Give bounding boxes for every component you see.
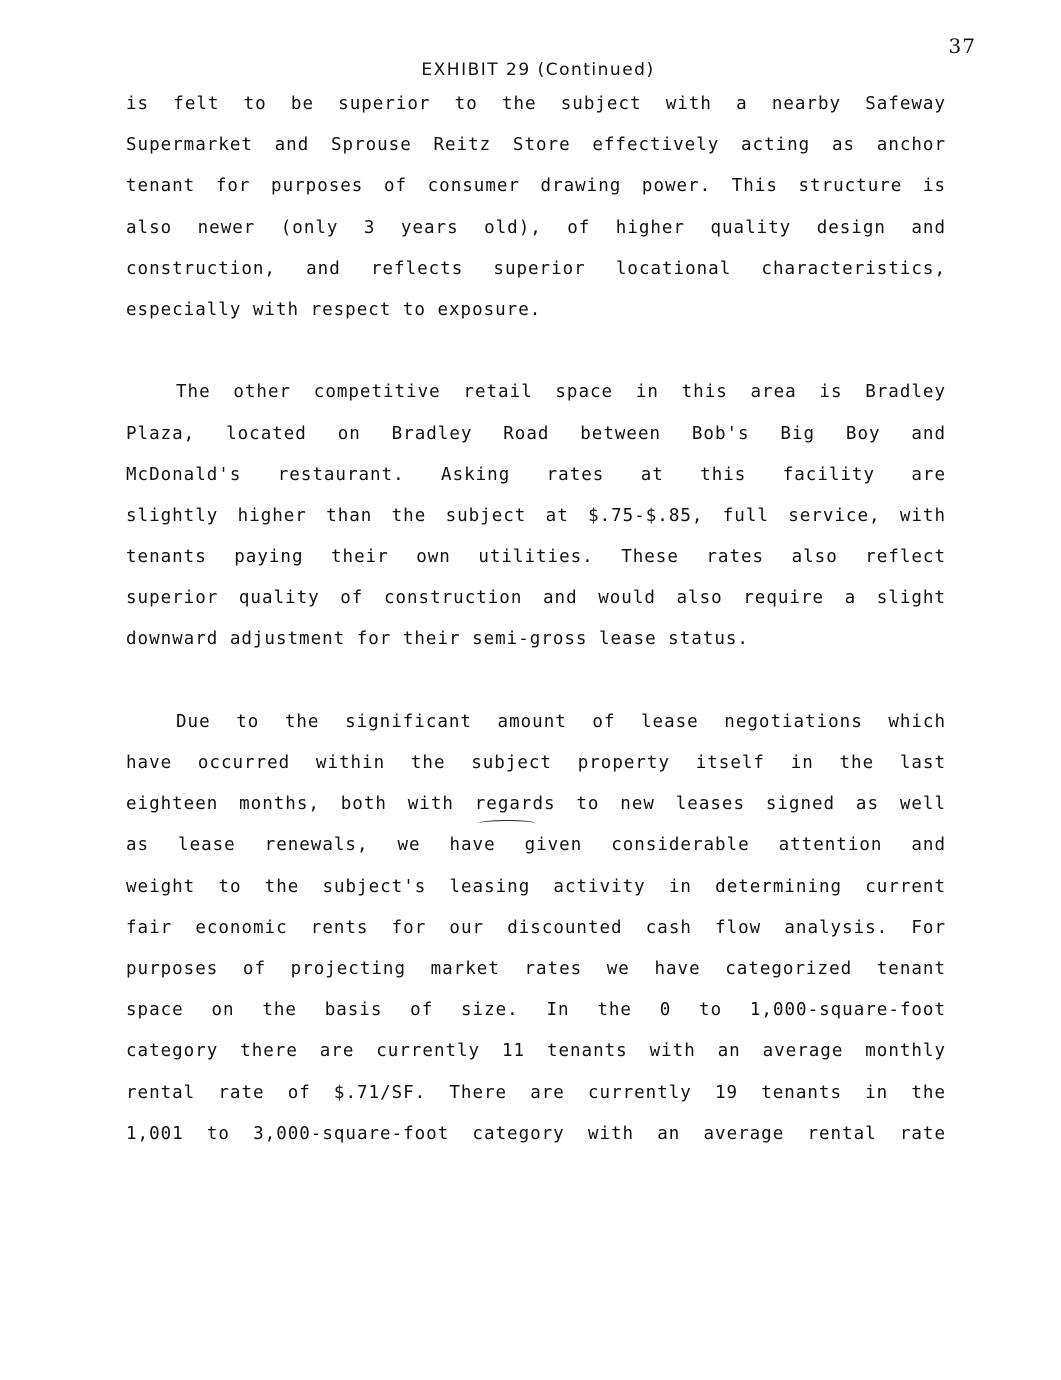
text-line: eighteen months, both with regards to new leases signed as well: [126, 794, 946, 815]
text-line: rental rate of $.71/SF. There are currently 19 tenants in the: [126, 1082, 946, 1103]
text-line: also newer (only 3 years old), of higher quality design and: [126, 217, 946, 238]
text-line: have occurred within the subject property itself in the last: [126, 753, 946, 773]
text-line: superior quality of construction and would also require a slight: [126, 588, 946, 609]
text-line: Plaza, located on Bradley Road between Bob's Big Boy and: [126, 423, 946, 444]
paragraph-gap: [126, 661, 946, 702]
text-line: weight to the subject's leasing activity in determining current: [126, 876, 946, 897]
paragraph-gap: [126, 331, 946, 372]
text-line: slightly higher than the subject at $.75-$.85, full service, with: [126, 505, 946, 526]
paragraph-1: [126, 84, 946, 331]
page-number: 37: [948, 34, 976, 58]
text-line: tenants paying their own utilities. These rates also reflect: [126, 547, 946, 568]
text-line: category there are currently 11 tenants with an average monthly: [126, 1041, 946, 1062]
text-line: as lease renewals, we have given considerable attention and: [126, 835, 946, 856]
body-text: [126, 84, 946, 1155]
text-line: especially with respect to exposure.: [126, 299, 542, 320]
text-line: space on the basis of size. In the 0 to 1,000-square-foot: [126, 1000, 946, 1021]
pen-underline-mark: [478, 820, 536, 827]
exhibit-header: EXHIBIT 29 (Continued): [421, 60, 655, 80]
text-line: 1,001 to 3,000-square-foot category with an average rental rate: [126, 1123, 946, 1144]
text-line: The other competitive retail space in this area is Bradley: [176, 382, 946, 403]
paragraph-3: [126, 702, 946, 1155]
paragraph-2: [126, 372, 946, 660]
text-line: tenant for purposes of consumer drawing power. This structure is: [126, 176, 946, 197]
text-line: fair economic rents for our discounted cash flow analysis. For: [126, 917, 946, 938]
text-line: is felt to be superior to the subject with a nearby Safeway: [126, 94, 946, 114]
text-line: Supermarket and Sprouse Reitz Store effectively acting as anchor: [126, 135, 946, 156]
text-line: McDonald's restaurant. Asking rates at this facility are: [126, 464, 946, 485]
text-line: downward adjustment for their semi-gross lease status.: [126, 629, 749, 650]
text-line: Due to the significant amount of lease negotiations which: [176, 711, 946, 732]
text-line: purposes of projecting market rates we have categorized tenant: [126, 958, 946, 979]
text-line: construction, and reflects superior locational characteristics,: [126, 258, 946, 279]
